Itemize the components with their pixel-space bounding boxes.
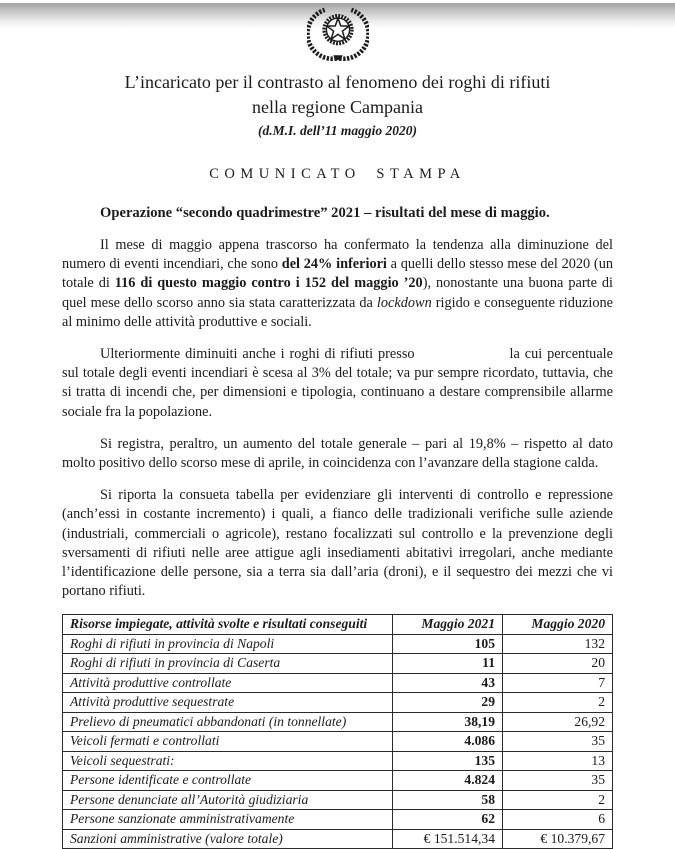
table-row <box>63 654 613 674</box>
row-label: Prelievo di pneumatici abbandonati (in tonnellate) <box>63 712 393 732</box>
document-page <box>0 3 675 849</box>
table-row <box>63 829 613 849</box>
value-may-2021: 58 <box>393 790 503 810</box>
row-label: Persone sanzionate amministrativamente <box>63 810 393 830</box>
row-label: Veicoli fermati e controllati <box>63 732 393 752</box>
paragraph-1-italic: lockdown <box>376 294 432 311</box>
value-may-2021: 4.086 <box>393 732 503 752</box>
value-may-2020: 2 <box>503 790 613 810</box>
table-row <box>63 712 613 732</box>
operation-title: Operazione “secondo quadrimestre” 2021 – risultati del mese di maggio. <box>100 205 550 221</box>
row-label: Persone identificate e controllate <box>63 771 393 791</box>
value-may-2020: 2 <box>503 693 613 713</box>
value-may-2020: 132 <box>503 634 613 654</box>
paragraph-1-text-4: rigido e conseguente riduzione al minimo delle attività produttive e sociali. <box>62 294 613 330</box>
row-label: Roghi di rifiuti in provincia di Caserta <box>63 654 393 674</box>
paragraph-1-bold-1: del 24% inferiori <box>281 256 387 273</box>
row-label: Sanzioni amministrative (valore totale) <box>63 829 393 849</box>
paragraph-3: Si registra, peraltro, un aumento del totale generale – pari al 19,8% – rispetto al dato molto positivo dello scorso mese di aprile, in coincidenza con l’avanzare della stagione calda. <box>62 435 613 472</box>
paragraph-1-text: Il mese di maggio appena trascorso ha confermato la tendenza alla diminuzione del numero di eventi incendiari, che sono <box>62 237 613 273</box>
row-label: Attività produttive sequestrate <box>63 693 393 713</box>
italy-republic-emblem-icon <box>307 3 369 61</box>
value-may-2020: 20 <box>503 654 613 674</box>
results-table <box>62 614 613 849</box>
value-may-2020: 6 <box>503 810 613 830</box>
row-label: Roghi di rifiuti in provincia di Napoli <box>63 634 393 654</box>
table-row <box>63 810 613 830</box>
row-label: Attività produttive controllate <box>63 673 393 693</box>
paragraph-2 <box>62 345 613 422</box>
table-row <box>63 751 613 771</box>
value-may-2020: € 10.379,67 <box>503 829 613 849</box>
value-may-2021: € 151.514,34 <box>393 829 503 849</box>
table-header-row <box>63 615 613 635</box>
table-row <box>63 771 613 791</box>
table-row <box>63 732 613 752</box>
paragraph-1 <box>62 236 613 332</box>
paragraph-1-bold-2: 116 di questo maggio contro i 152 del maggio ’20 <box>114 275 423 292</box>
row-label: Persone denunciate all’Autorità giudiziaria <box>63 790 393 810</box>
paragraph-2-text-2: la cui percentuale sul totale degli eventi incendiari è scesa al 3% del totale; va pur sempre ricordato, tuttavia, che si tratta di incendi che, per dimensioni e tipologia, continuano a destare comprensibile allarme sociale fra la popolazione. <box>62 346 613 420</box>
paragraph-4: Si riporta la consueta tabella per evidenziare gli interventi di controllo e repressione (anch’essi in costante incremento) i quali, a fianco delle tradizionali verifiche sulle aziende (industriali, commerciali o agricole), restano focalizzati sul controllo e la prevenzione degli sversamenti di rifiuti nelle aree attigue agli insediamenti abitativi irregolari, anche mediante l’identificazione delle persone, sia a terra sia dall’aria (droni), e il sequestro dei mezzi che vi portano rifiuti. <box>62 487 613 600</box>
value-may-2021: 62 <box>393 810 503 830</box>
table-row <box>63 634 613 654</box>
title-line-1: L’incaricato per il contrasto al fenomeno dei roghi di rifiuti <box>124 72 551 92</box>
table-row <box>63 693 613 713</box>
value-may-2020: 13 <box>503 751 613 771</box>
press-release-heading: COMUNICATO STAMPA <box>209 166 466 182</box>
paragraph-2-text: Ulteriormente diminuiti anche i roghi di rifiuti presso <box>100 346 415 363</box>
decree-reference: (d.M.I. dell’11 maggio 2020) <box>258 123 417 138</box>
value-may-2021: 135 <box>393 751 503 771</box>
value-may-2020: 35 <box>503 771 613 791</box>
value-may-2021: 43 <box>393 673 503 693</box>
value-may-2021: 38,19 <box>393 712 503 732</box>
title-line-2: nella regione Campania <box>252 97 423 117</box>
header-may-2020: Maggio 2020 <box>503 615 613 635</box>
value-may-2021: 4.824 <box>393 771 503 791</box>
table-row <box>63 790 613 810</box>
value-may-2020: 35 <box>503 732 613 752</box>
table-row <box>63 673 613 693</box>
paragraph-1-text-2: a quelli dello stesso mese del 2020 (un totale di <box>62 256 613 292</box>
value-may-2020: 26,92 <box>503 712 613 732</box>
row-label: Veicoli sequestrati: <box>63 751 393 771</box>
header-resources: Risorse impiegate, attività svolte e risultati conseguiti <box>63 615 393 635</box>
value-may-2021: 105 <box>393 634 503 654</box>
value-may-2020: 7 <box>503 673 613 693</box>
header-may-2021: Maggio 2021 <box>393 615 503 635</box>
value-may-2021: 29 <box>393 693 503 713</box>
paragraph-1-text-3: ), nonostante una buona parte di quel mese dello scorso anno sia stata caratterizzata da <box>62 275 613 311</box>
page-title <box>62 70 613 120</box>
value-may-2021: 11 <box>393 654 503 674</box>
